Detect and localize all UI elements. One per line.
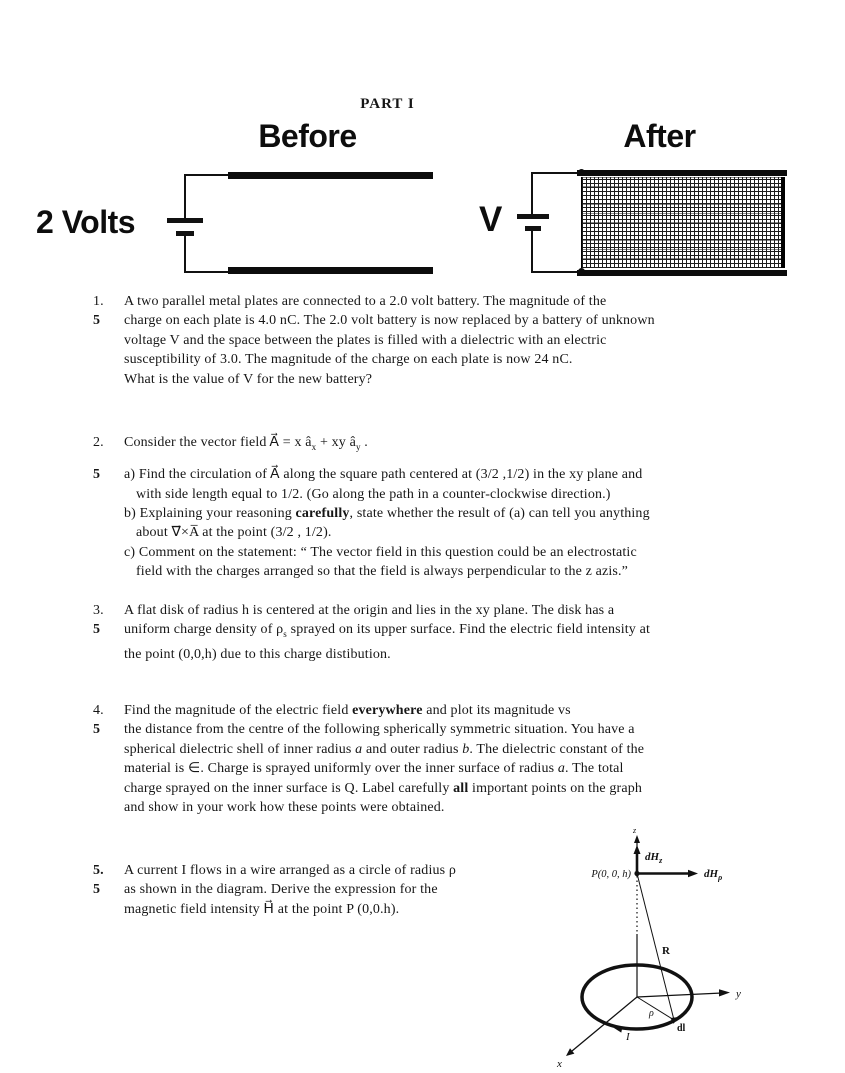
after-label: After: [623, 118, 696, 154]
question-line: [91, 504, 781, 523]
question-line: [91, 740, 781, 759]
question-line: [91, 759, 781, 778]
question-text: A two parallel metal plates are connected to a 2.0 volt battery. The magnitude of the: [124, 294, 607, 309]
question-gutter: [91, 331, 124, 350]
question-text: Find the magnitude of the electric field everywhere and plot its magnitude vs: [124, 703, 571, 718]
question-line: [91, 701, 781, 720]
question-gutter: [91, 759, 124, 778]
before-top-plate: [228, 172, 433, 179]
question-gutter: [91, 350, 124, 369]
question-line: [91, 543, 781, 562]
question-text: spherical dielectric shell of inner radius a and outer radius b. The dielectric constant of the: [124, 741, 645, 757]
question-gutter: 5: [93, 313, 101, 329]
dhrho-arrowhead: [688, 870, 698, 877]
question-text: c) Comment on the statement: “ The vector field in this question could be an electrostatic: [124, 544, 637, 560]
question-gutter: 4.: [93, 703, 104, 718]
question-text: and show in your work how these points were obtained.: [124, 800, 445, 816]
dhz-label: $dH_z$: [645, 851, 663, 865]
after-bottom-plate: [577, 270, 787, 276]
dhz-arrowhead: [634, 845, 641, 854]
question-line: [91, 779, 781, 798]
question-text: a) Find the circulation of A⃗ along the square path centered at (3/2 ,1/2) in the xy plane and: [124, 467, 643, 483]
after-battery-short-plate: [525, 226, 541, 231]
question-gutter: 1.: [93, 294, 104, 309]
question-2: [91, 433, 781, 582]
question-gutter: 5: [93, 882, 101, 898]
question-gutter: [91, 740, 124, 759]
question-text: susceptibility of 3.0. The magnitude of the charge on each plate is now 24 nC.: [124, 352, 573, 368]
y-axis-line: [637, 993, 722, 997]
question-gutter: [91, 900, 124, 919]
question-line: [91, 562, 781, 581]
question-line: [91, 331, 781, 350]
part-title: PART I: [360, 96, 415, 112]
question-text: voltage V and the space between the plates is filled with a dielectric with an electric: [124, 332, 607, 348]
question-text: field with the charges arranged so that the field is always perpendicular to the z azis.”: [136, 564, 629, 580]
before-label: Before: [258, 118, 357, 154]
question-line: [91, 465, 781, 484]
connection-dot: [578, 169, 585, 176]
rho-label: ρ: [649, 1008, 654, 1019]
question-text: A current I flows in a wire arranged as a circle of radius ρ: [124, 863, 457, 878]
dl-label: dl: [677, 1023, 686, 1034]
y-axis-arrowhead: [719, 989, 730, 996]
current-label: I: [626, 1031, 630, 1043]
r-label: R: [662, 945, 670, 957]
question-text: about ∇⃗×A̅ at the point (3/2 , 1/2).: [136, 525, 332, 541]
question-gutter: 5: [93, 722, 101, 738]
question-gutter: 5: [93, 467, 101, 483]
before-battery-voltage-label: 2 Volts: [36, 204, 136, 240]
question-line: [91, 311, 781, 330]
question-gutter: 5: [93, 622, 101, 638]
question-4: [91, 701, 781, 817]
question-line: [91, 601, 781, 620]
question-text: b) Explaining your reasoning carefully, state whether the result of (a) can tell you anything: [124, 506, 650, 522]
question-line: [91, 523, 781, 542]
question-text: material is ∈. Charge is sprayed uniformly over the inner surface of radius a. The total: [124, 761, 624, 777]
before-bottom-plate: [228, 267, 433, 274]
dielectric-fill: [581, 177, 785, 268]
question-text: A flat disk of radius h is centered at the origin and lies in the xy plane. The disk has a: [124, 603, 615, 618]
question-text: the distance from the centre of the following spherically symmetric situation. You have a: [124, 722, 635, 738]
after-top-wire: [531, 172, 582, 174]
question-text: magnetic field intensity H⃗ at the point P (0,0.h).: [124, 901, 400, 917]
question-1: [91, 292, 781, 389]
question-line: [91, 292, 781, 311]
rho-line: [637, 997, 674, 1020]
question-gutter: [91, 485, 124, 504]
question-text: with side length equal to 1/2. (Go along the path in a counter-clockwise direction.): [136, 486, 611, 502]
question-text: the point (0,0,h) due to this charge distibution.: [124, 646, 391, 662]
question-gutter: 2.: [93, 435, 104, 450]
z-axis-label: z: [633, 826, 637, 835]
after-bottom-wire: [531, 271, 582, 273]
question-line: [91, 485, 781, 504]
question-text: as shown in the diagram. Derive the expression for the: [124, 882, 438, 898]
question-line: [91, 350, 781, 369]
question-line: [91, 798, 781, 817]
after-battery-long-plate: [517, 214, 549, 219]
question-text: uniform charge density of $\rho_s$ sprayed on its upper surface. Find the electric field intensity at: [124, 622, 651, 640]
after-battery-voltage-label: V: [479, 200, 502, 239]
question-gutter: [91, 543, 124, 562]
question-gutter: 5.: [93, 863, 104, 878]
after-wire-upper: [531, 172, 533, 214]
y-axis-label: y: [736, 988, 741, 1000]
connection-dot: [229, 267, 236, 274]
question-text: charge on each plate is 4.0 nC. The 2.0 volt battery is now replaced by a battery of unknown: [124, 313, 655, 329]
question-text: Consider the vector field A⃗ = x $â_x$ + xy $â_y$ .: [124, 435, 368, 452]
question-line: [91, 720, 781, 739]
after-wire-lower: [531, 231, 533, 273]
x-axis-label: x: [557, 1058, 562, 1070]
question-line: [91, 645, 781, 664]
question-gutter: [91, 645, 124, 664]
question-gutter: 3.: [93, 603, 104, 618]
question-3: [91, 601, 781, 664]
question-gutter: [91, 798, 124, 817]
connection-dot: [229, 172, 236, 179]
current-loop-diagram: [552, 824, 844, 1073]
before-battery-long-plate: [167, 218, 203, 223]
question-gutter: [91, 370, 124, 389]
question-gutter: [91, 504, 124, 523]
question-gutter: [91, 523, 124, 542]
question-text: What is the value of V for the new battery?: [124, 371, 373, 387]
dhrho-label: $dH_\rho$: [704, 868, 723, 882]
before-wire-lower: [184, 236, 186, 273]
question-line: [91, 370, 781, 389]
question-line: [91, 620, 781, 644]
question-text: charge sprayed on the inner surface is Q. Label carefully all important points on the graph: [124, 780, 643, 796]
before-wire-upper: [184, 174, 186, 218]
point-p-label: P(0, 0, h): [591, 869, 631, 880]
connection-dot: [578, 268, 585, 275]
question-gutter: [91, 562, 124, 581]
question-line: [91, 433, 781, 457]
question-gutter: [91, 779, 124, 798]
after-top-plate: [577, 170, 787, 176]
